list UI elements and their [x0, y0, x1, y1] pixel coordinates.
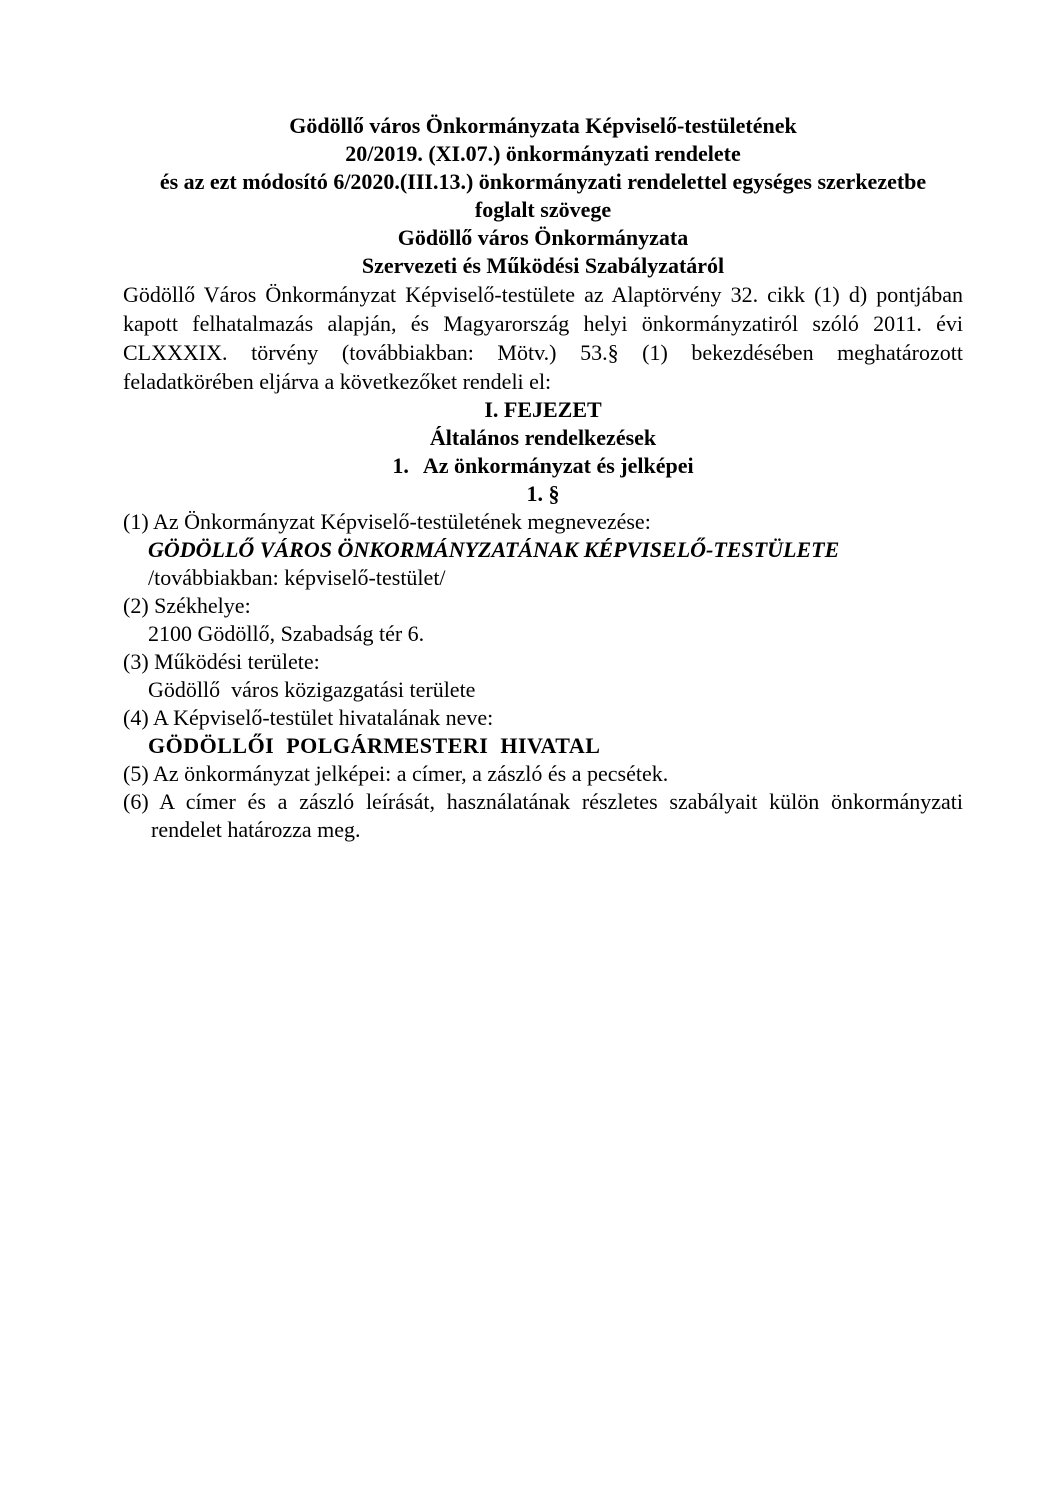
- clause-1-value-note: /továbbiakban: képviselő-testület/: [148, 565, 446, 590]
- clause-6: [123, 788, 963, 844]
- clause-1-label: (1): [123, 509, 149, 534]
- clause-3: [123, 648, 963, 676]
- clause-3-label: (3): [123, 649, 149, 674]
- decree-title-block: [123, 140, 963, 224]
- subject-title-line1: Gödöllő város Önkormányzata: [397, 225, 689, 250]
- clause-4-label: (4): [123, 705, 149, 730]
- decree-title-line3: foglalt szövege: [474, 197, 612, 222]
- clause-4: [123, 704, 963, 732]
- subject-title-block: [123, 224, 963, 280]
- chapter-heading: I. FEJEZET: [484, 397, 602, 422]
- clause-5: [123, 760, 963, 788]
- section-title-line: [123, 452, 963, 480]
- clause-3-text: Működési területe:: [154, 649, 320, 674]
- paragraph-sign: 1. §: [526, 481, 560, 506]
- decree-title-line2: és az ezt módosító 6/2020.(III.13.) önkormányzati rendelettel egységes szerkezetbe: [159, 169, 927, 194]
- document-org-title: Gödöllő város Önkormányzata Képviselő-testületének: [289, 113, 797, 138]
- clause-2-label: (2): [123, 593, 149, 618]
- section-number: 1.: [392, 453, 409, 478]
- clause-6-label: (6): [123, 789, 149, 814]
- decree-title-line1: 20/2019. (XI.07.) önkormányzati rendelete: [345, 141, 741, 166]
- preamble-paragraph: Gödöllő Város Önkormányzat Képviselő-testülete az Alaptörvény 32. cikk (1) d) pontjában kapott felhatalmazás alapján, és Magyarország helyi önkormányzatiról szóló 2011. évi CLXXXIX. törvény (továbbiakban: Mötv.) 53.§ (1) bekezdésében meghatározott feladatkörében eljárva a következőket rendeli el:: [123, 282, 963, 394]
- subject-title-line2: Szervezeti és Működési Szabályzatáról: [361, 253, 725, 278]
- clause-5-text: Az önkormányzat jelképei: a címer, a zászló és a pecsétek.: [152, 761, 669, 786]
- clause-4-value: GÖDÖLLŐI POLGÁRMESTERI HIVATAL: [148, 733, 601, 758]
- clause-4-text: A Képviselő-testület hivatalának neve:: [152, 705, 494, 730]
- clause-1: [123, 508, 963, 536]
- clause-5-label: (5): [123, 761, 149, 786]
- chapter-subheading: Általános rendelkezések: [429, 425, 657, 450]
- clause-2: [123, 592, 963, 620]
- section-title: Az önkormányzat és jelképei: [422, 453, 694, 478]
- clause-2-value: 2100 Gödöllő, Szabadság tér 6.: [148, 621, 425, 646]
- clause-2-text: Székhelye:: [154, 593, 251, 618]
- clause-1-value-primary: GÖDÖLLŐ VÁROS ÖNKORMÁNYZATÁNAK KÉPVISELŐ-TESTÜLETE: [148, 537, 840, 562]
- clause-6-text: A címer és a zászló leírását, használatának részletes szabályait külön önkormányzati rendelet határozza meg.: [151, 789, 963, 842]
- clause-1-text: Az Önkormányzat Képviselő-testületének megnevezése:: [152, 509, 651, 534]
- clause-3-value: Gödöllő város közigazgatási területe: [148, 677, 476, 702]
